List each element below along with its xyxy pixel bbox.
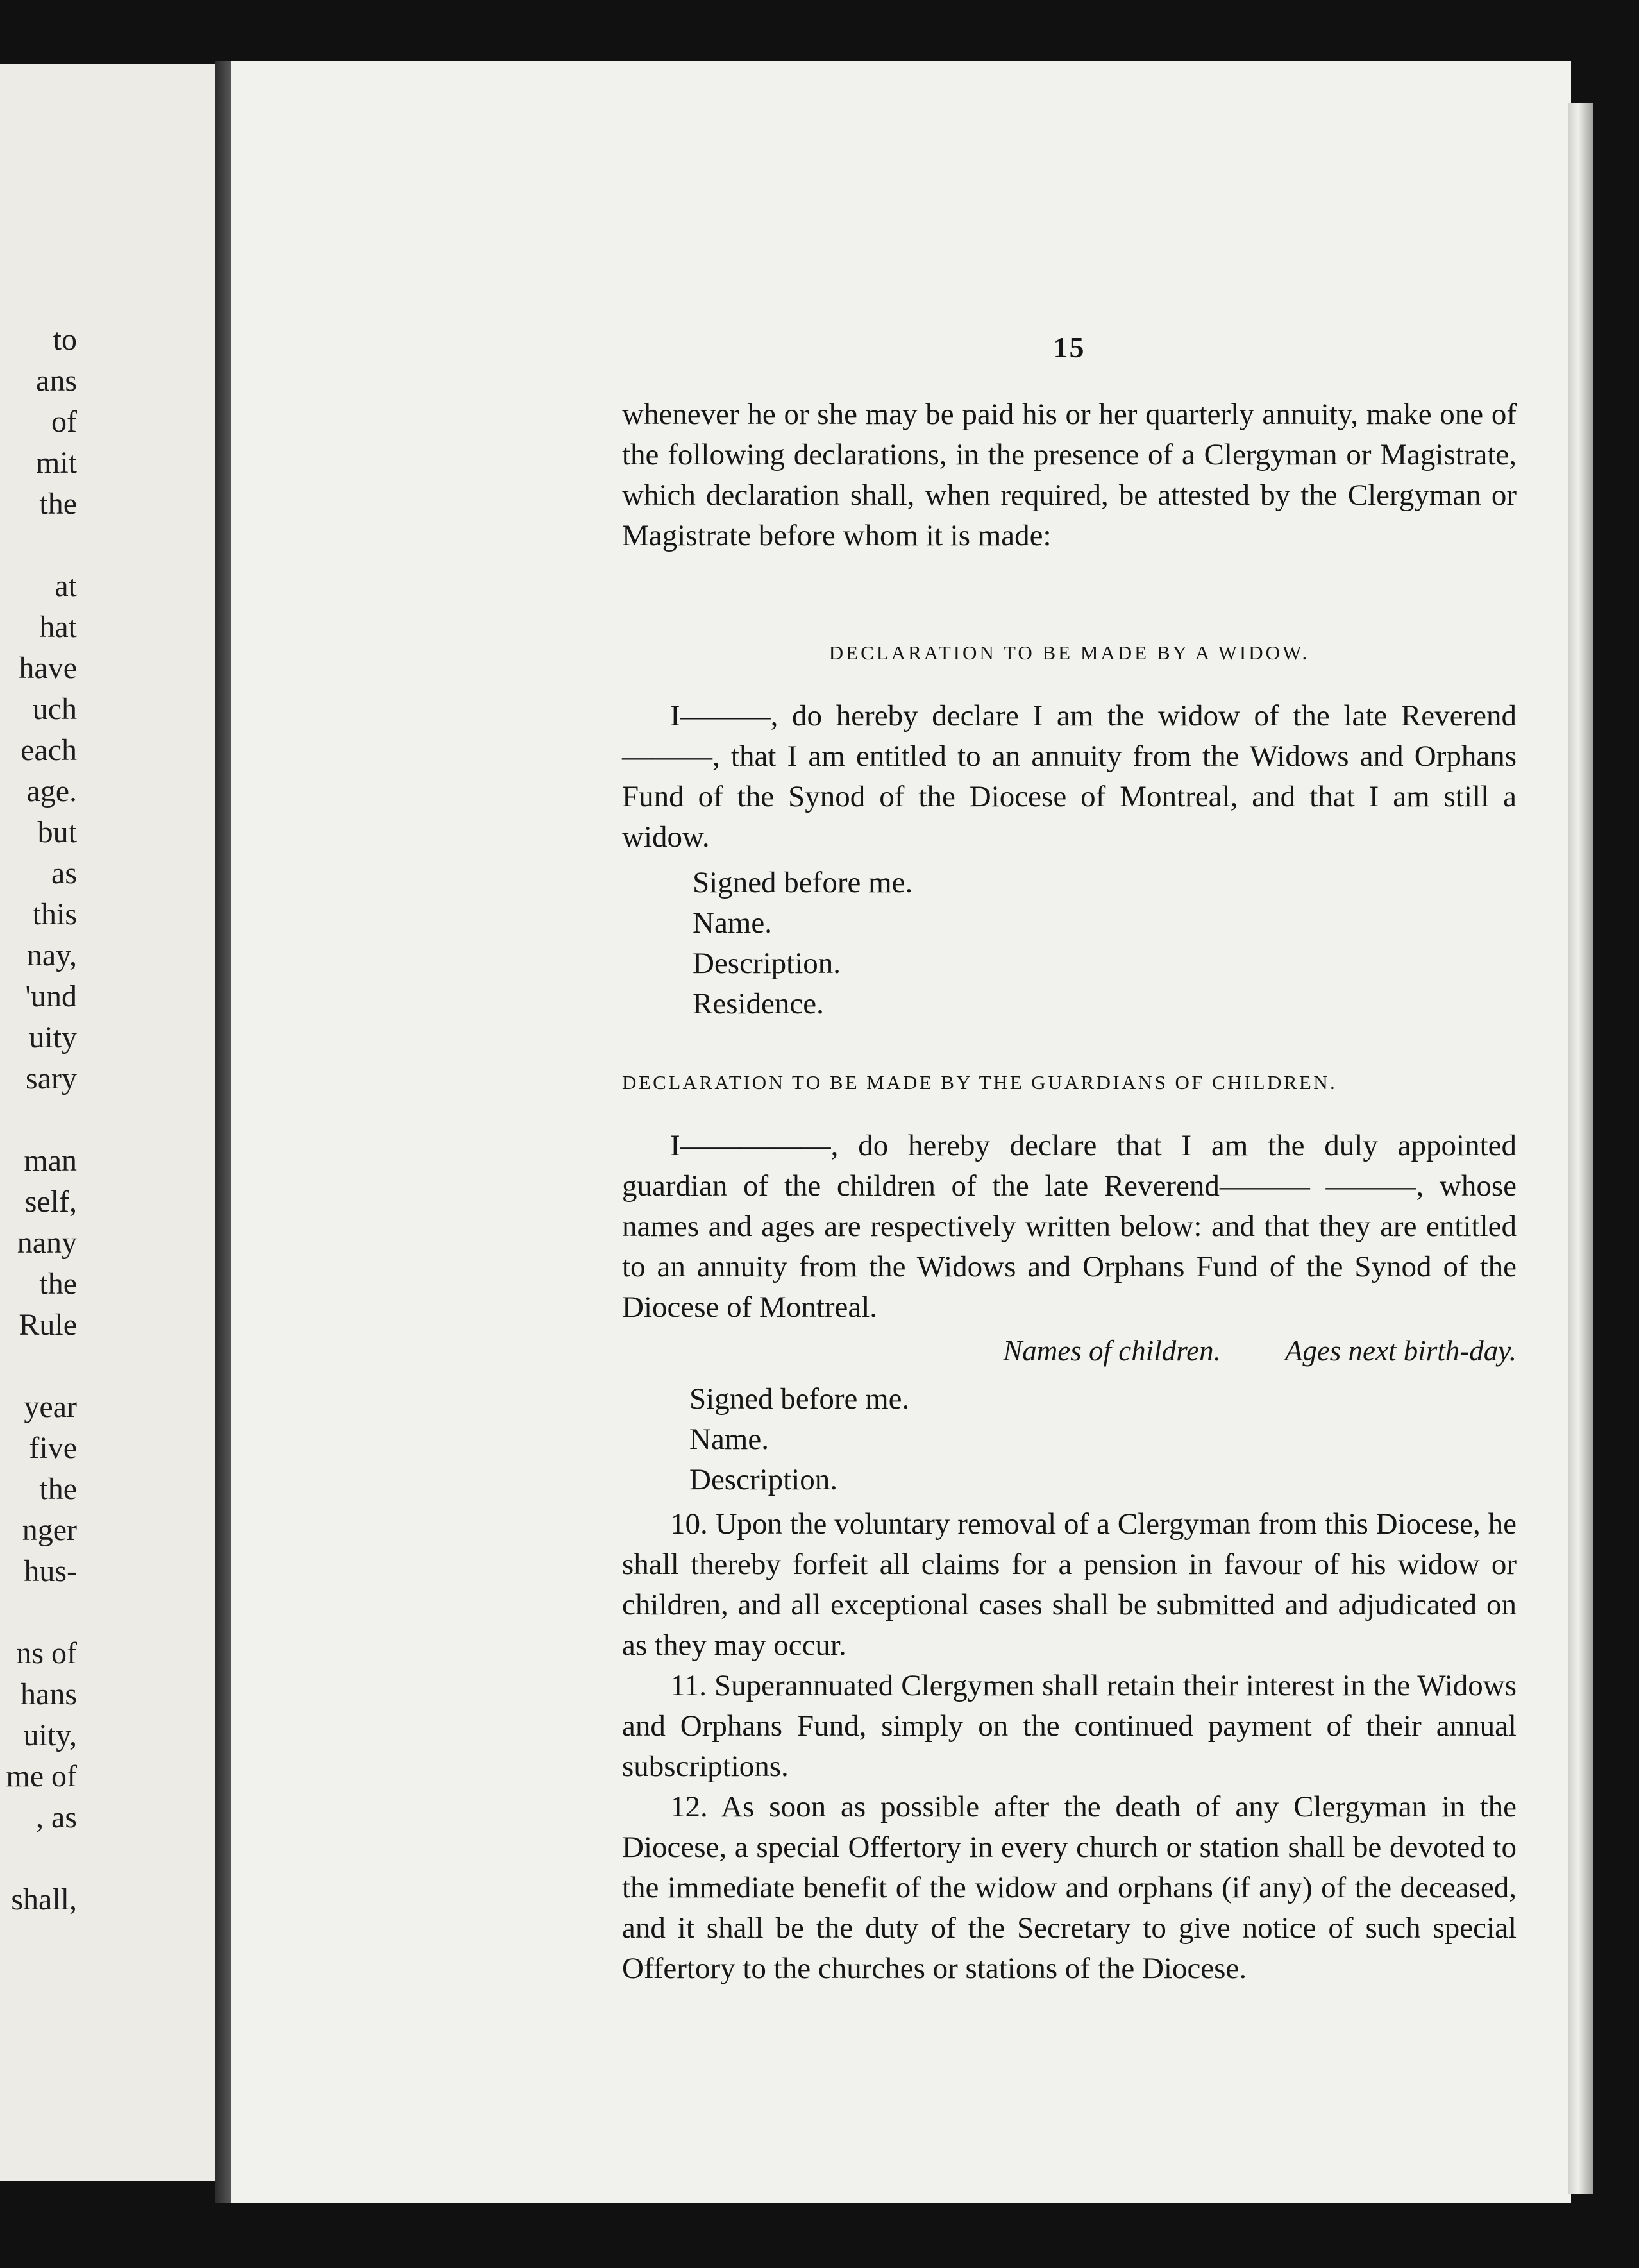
left-page-fragment: of [51,405,77,439]
left-page-fragment: me of [6,1759,77,1793]
left-page-fragment: the [39,487,77,521]
ages-next-birthday-label: Ages next birth-day. [1284,1335,1517,1367]
left-page-fragment: self, [24,1185,77,1219]
children-columns-header [622,1334,1517,1367]
signature-name: Name. [693,906,772,940]
left-page-fragment: uch [32,692,77,726]
left-page-edge [0,64,221,2181]
signed-before-me: Signed before me. [689,1382,910,1416]
rules-list [622,1504,1517,1989]
left-page-fragment: as [51,856,77,890]
guardian-declaration-text: I—————, do hereby declare that I am the duly appointed guardian of the children of the late Reverend——— ———, whose names and ages are respectively written below: and that they are entitled to an annuity from the Widows and Orphans Fund of the Synod of the Diocese of Montreal. [622,1129,1517,1324]
left-page-fragment: the [39,1472,77,1506]
left-page-fragment: nger [22,1513,77,1547]
left-page-fragment: have [19,651,77,685]
left-page-fragment: the [39,1267,77,1301]
left-page-fragment: sary [26,1062,77,1096]
left-page-fragment: year [24,1390,77,1424]
rule-12: 12. As soon as possible after the death of any Clergyman in the Diocese, a special Offertory in every church or station shall be devoted to the immediate benefit of the widow and orphans (if any) of the deceased, and it shall be the duty of the Secretary to give notice of such special Offertory to the churches or stations of the Diocese. [622,1790,1517,1985]
left-page-fragment: mit [35,446,77,480]
widow-declaration-text: I———, do hereby declare I am the widow of the late Reverend———, that I am entitled to an annuity from the Widows and Orphans Fund of the Synod of the Diocese of Montreal, and that I am still a widow. [622,699,1517,854]
intro-paragraph: whenever he or she may be paid his or her quarterly annuity, make one of the following declarations, in the presence of a Clergyman or Magistrate, which declaration shall, when required, be attested by the Clergyman or Magistrate before whom it is made: [622,398,1517,552]
page-number: 15 [1053,331,1086,364]
page-edge-shadow [1568,103,1593,2194]
left-page-fragment: uity [29,1020,77,1054]
left-page-fragment: nany [17,1226,77,1260]
left-page-fragment: shall, [11,1883,77,1917]
names-of-children-label: Names of children. [1003,1335,1221,1367]
left-page-fragment: ans [36,364,77,398]
left-page-fragment: nay, [26,938,77,972]
left-page-fragment: Rule [19,1308,77,1342]
left-page-fragment: 'und [25,979,77,1013]
guardian-signature-block [689,1379,1331,1500]
left-page-fragment: man [24,1144,77,1178]
left-page-fragment: uity, [23,1718,77,1752]
left-page-fragment: five [29,1431,77,1465]
signature-name: Name. [689,1423,769,1456]
left-page-fragment: at [55,569,77,603]
left-page-fragment: but [37,815,77,849]
left-page-fragment: ns of [16,1636,77,1670]
heading-guardian-declaration: DECLARATION TO BE MADE BY THE GUARDIANS OF CHILDREN. [622,1071,1338,1094]
rule-10: 10. Upon the voluntary removal of a Clergyman from this Diocese, he shall thereby forfeit all claims for a pension in favour of his widow or children, and all exceptional cases shall be submitted and adjudicated on as they may occur. [622,1507,1517,1662]
left-page-fragment: hans [21,1677,77,1711]
left-page-fragment: , as [36,1800,77,1834]
left-page-fragment: this [32,897,77,931]
signature-description: Description. [693,947,841,980]
left-page-fragment: hus- [24,1554,77,1588]
left-page-fragment: hat [39,610,77,644]
rule-11: 11. Superannuated Clergymen shall retain their interest in the Widows and Orphans Fund, simply on the continued payment of their annual subscriptions. [622,1669,1517,1783]
signature-description: Description. [689,1463,838,1496]
heading-widow-declaration: DECLARATION TO BE MADE BY A WIDOW. [828,641,1310,664]
left-page-fragment: each [21,733,77,767]
left-page-fragment: age. [26,774,77,808]
widow-signature-block [693,863,1334,1024]
signature-residence: Residence. [693,987,824,1020]
signed-before-me: Signed before me. [693,866,913,899]
right-page [231,61,1571,2203]
left-page-fragment: to [53,323,77,357]
